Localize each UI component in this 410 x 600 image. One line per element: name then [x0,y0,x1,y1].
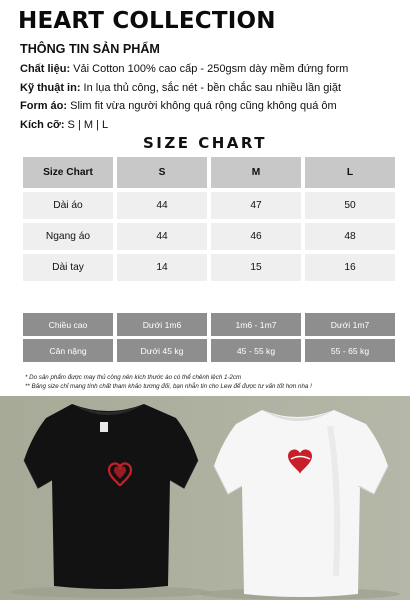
table-row [23,313,395,336]
table-cell: Ngang áo [23,223,113,250]
table-cell: 14 [117,254,207,281]
info-line-material [20,60,400,79]
product-photo [0,396,410,600]
table-cell: 45 - 55 kg [211,339,301,362]
info-text: In lụa thủ công, sắc nét - bền chắc sau nhiều lần giặt [80,81,342,94]
info-label: Form áo: [20,100,68,113]
table-cell: 50 [305,192,395,219]
size-chart-title: SIZE CHART [142,134,267,152]
info-text: S | M | L [64,118,109,131]
table-cell: 1m6 - 1m7 [211,313,301,336]
table-row [23,223,395,250]
table-cell: Dài tay [23,254,113,281]
info-line-print-technique [20,79,400,98]
info-line-sizes [20,116,400,135]
table-cell: 47 [211,192,301,219]
body-measurement-table [23,313,395,365]
table-cell: Cân nặng [23,339,113,362]
table-row [23,254,395,281]
table-cell: 16 [305,254,395,281]
info-text: Slim fit vừa người không quá rộng cũng không quá ôm [67,100,337,113]
header-cell: S [117,157,207,188]
table-row [23,192,395,219]
table-cell: Dưới 1m7 [305,313,395,336]
table-cell: Dài áo [23,192,113,219]
page-title: HEART COLLECTION [18,8,276,34]
table-cell: 44 [117,192,207,219]
header-cell: M [211,157,301,188]
size-chart-table [23,157,395,285]
info-label: Kỹ thuật in: [20,81,81,94]
table-cell: 15 [211,254,301,281]
info-label: Chất liệu: [20,63,71,75]
product-info-heading: THÔNG TIN SẢN PHẨM [20,42,160,56]
tshirts-illustration [0,396,410,600]
header-cell: Size Chart [23,157,113,188]
table-row [23,339,395,362]
table-cell: Chiều cao [23,313,113,336]
black-tshirt [24,404,198,589]
size-notes [25,373,395,391]
table-header-row [23,157,395,188]
table-cell: 44 [117,223,207,250]
table-cell: 46 [211,223,301,250]
note-line: ** Bảng size chỉ mang tính chất tham khảo tương đối, bạn nhắn tin cho Lew để được tư vấn tốt hơn nha ! [25,383,312,390]
label-tag [100,422,108,432]
table-cell: Dưới 45 kg [117,339,207,362]
header-cell: L [305,157,395,188]
white-tshirt [214,410,388,597]
info-label: Kích cỡ: [20,118,65,131]
note-line: * Do sản phẩm được may thủ công nên kích thước áo có thể chênh lệch 1-2cm [25,374,242,381]
info-line-form [20,97,400,116]
table-cell: 48 [305,223,395,250]
table-cell: 55 - 65 kg [305,339,395,362]
info-text: Vải Cotton 100% cao cấp - 250gsm dày mềm đứng form [70,63,349,75]
table-cell: Dưới 1m6 [117,313,207,336]
product-info [20,42,400,134]
